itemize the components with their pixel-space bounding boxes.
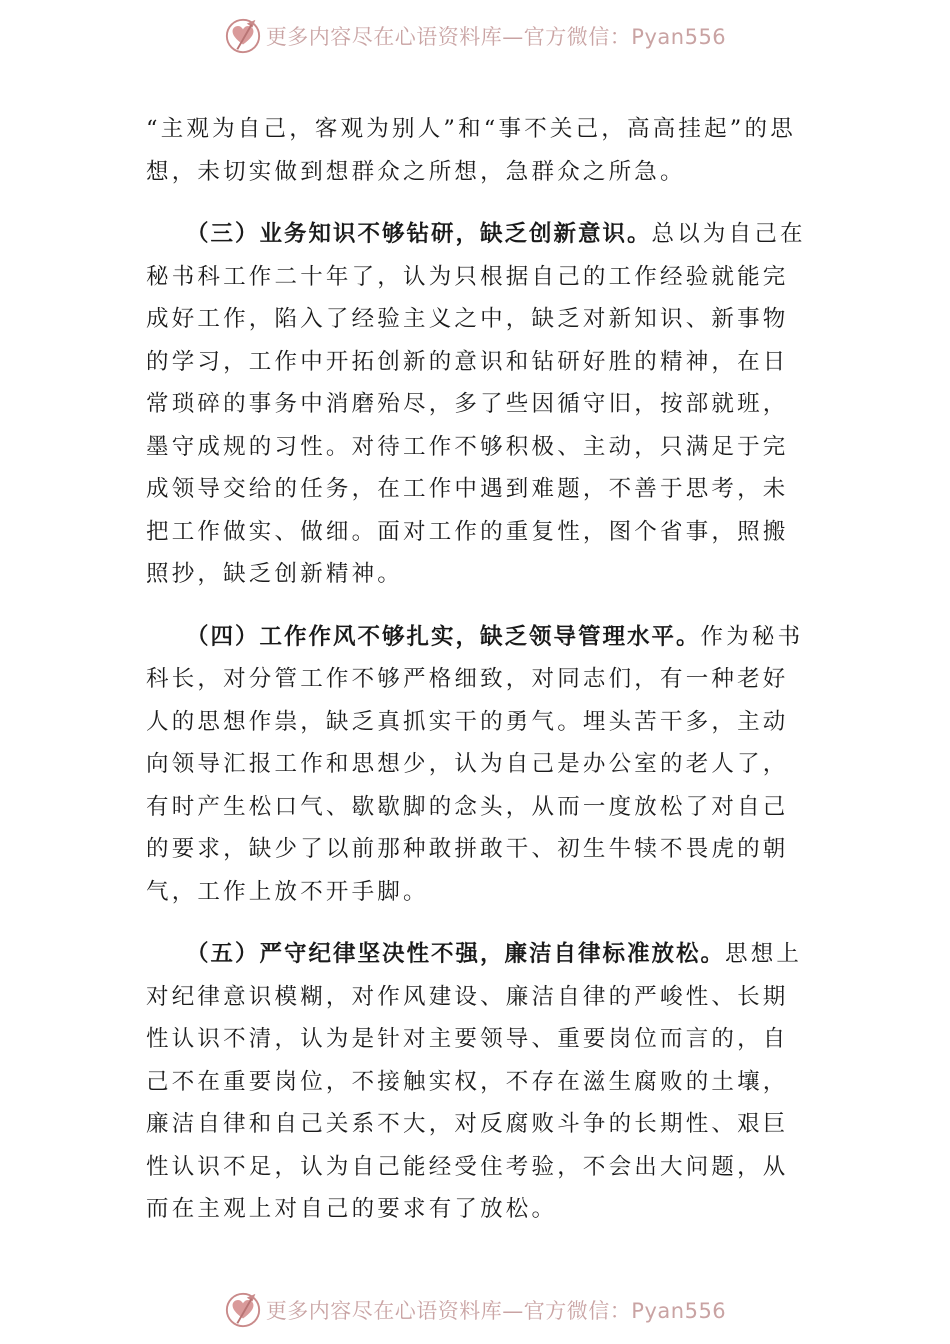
paragraph-section-3 <box>146 213 806 596</box>
paragraph-section-4 <box>146 616 806 914</box>
heart-pen-logo-icon <box>224 1291 262 1329</box>
watermark-text: 更多内容尽在心语资料库—官方微信：Pyan556 <box>265 25 727 49</box>
paragraph-heading: （五）严守纪律坚决性不强，廉洁自律标准放松。 <box>186 941 726 967</box>
paragraph-section-5 <box>146 933 806 1231</box>
paragraph-heading: （三）业务知识不够钻研，缺乏创新意识。 <box>186 221 652 247</box>
heart-pen-logo-icon <box>224 17 262 55</box>
watermark-text: 更多内容尽在心语资料库—官方微信：Pyan556 <box>265 1299 727 1323</box>
document-body <box>146 108 806 1231</box>
paragraph-continuation <box>146 108 806 193</box>
footer-watermark-banner <box>0 1288 950 1332</box>
paragraph-text: 作为秘书科长，对分管工作不够严格细致，对同志们，有一种老好人的思想作祟，缺乏真抓实干的勇气。埋头苦干多，主动向领导汇报工作和思想少，认为自己是办公室的老人了，有时产生松口气、歇歇脚的念头，从而一度放松了对自己的要求，缺少了以前那种敢拼敢干、初生牛犊不畏虎的朝气，工作上放不开手脚。 <box>146 623 804 905</box>
paragraph-text: 思想上对纪律意识模糊，对作风建设、廉洁自律的严峻性、长期性认识不清，认为是针对主要领导、重要岗位而言的，自己不在重要岗位，不接触实权，不存在滋生腐败的土壤，廉洁自律和自己关系不大，对反腐败斗争的长期性、艰巨性认识不足，认为自己能经受住考验，不会出大问题，从而在主观上对自己的要求有了放松。 <box>146 941 803 1222</box>
paragraph-text: 总以为自己在秘书科工作二十年了，认为只根据自己的工作经验就能完成好工作，陷入了经验主义之中，缺乏对新知识、新事物的学习，工作中开拓创新的意识和钻研好胜的精神，在日常琐碎的事务中消磨殆尽，多了些因循守旧，按部就班，墨守成规的习性。对待工作不够积极、主动，只满足于完成领导交给的任务，在工作中遇到难题，不善于思考，未把工作做实、做细。面对工作的重复性，图个省事，照搬照抄，缺乏创新精神。 <box>146 221 806 587</box>
paragraph-text: “主观为自己，客观为别人”和“事不关己，高高挂起”的思想，未切实做到想群众之所想，急群众之所急。 <box>146 116 796 185</box>
paragraph-heading: （四）工作作风不够扎实，缺乏领导管理水平。 <box>186 623 701 650</box>
header-watermark-banner <box>0 14 950 58</box>
